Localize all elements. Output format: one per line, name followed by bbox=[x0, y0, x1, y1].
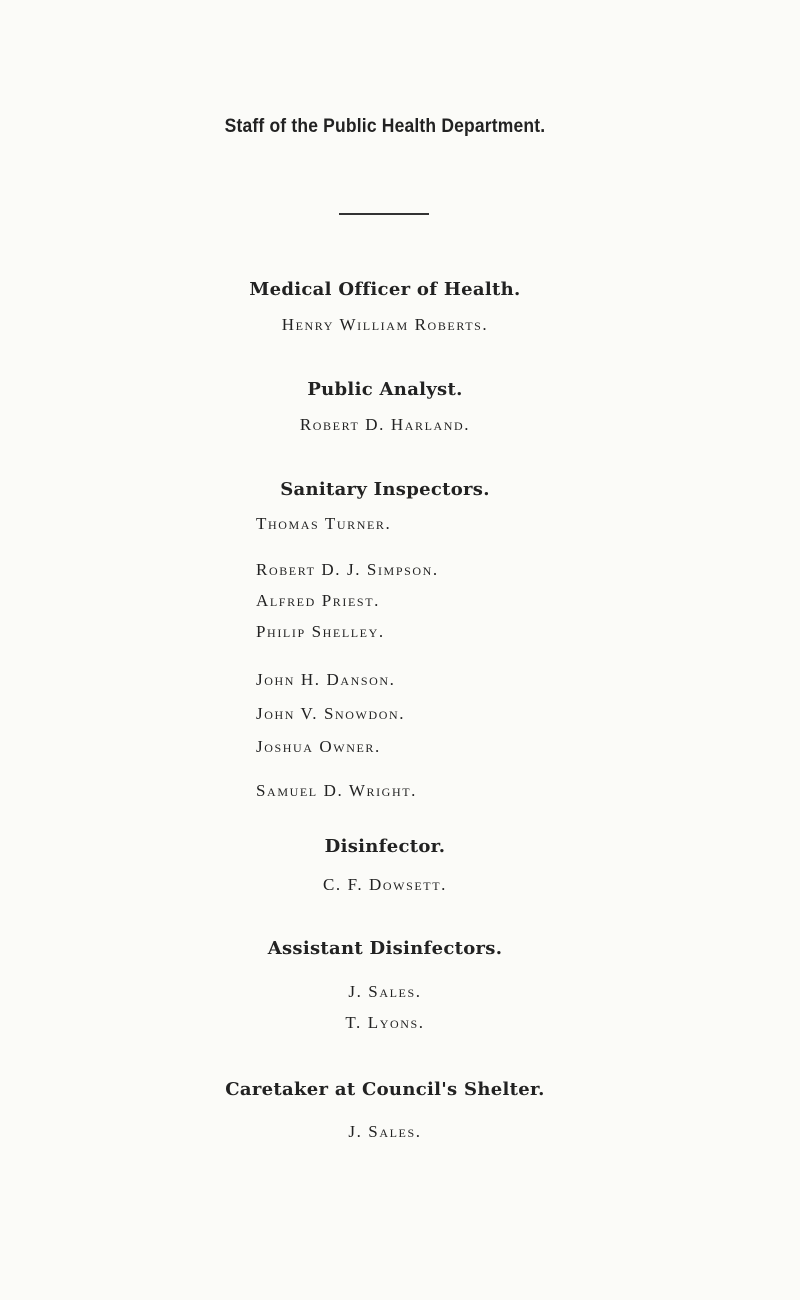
page-title: Staff of the Public Health Department. bbox=[224, 116, 546, 137]
name-sanitary-inspector: Joshua Owner. bbox=[256, 737, 381, 756]
name-public-analyst: Robert D. Harland. bbox=[299, 415, 471, 434]
name-sanitary-inspector: Samuel D. Wright. bbox=[256, 781, 417, 800]
name-sanitary-inspector: Alfred Priest. bbox=[256, 591, 380, 610]
name-assistant-disinfector: T. Lyons. bbox=[345, 1013, 425, 1032]
name-sanitary-inspector: John V. Snowdon. bbox=[256, 704, 406, 723]
heading-sanitary-inspectors: Sanitary Inspectors. bbox=[280, 479, 490, 500]
heading-assistant-disinfectors: Assistant Disinfectors. bbox=[267, 938, 503, 959]
name-sanitary-inspector: John H. Danson. bbox=[256, 670, 396, 689]
heading-disinfector: Disinfector. bbox=[324, 836, 446, 857]
heading-medical-officer: Medical Officer of Health. bbox=[249, 279, 521, 300]
name-disinfector: C. F. Dowsett. bbox=[322, 875, 447, 894]
divider-rule bbox=[339, 213, 429, 215]
heading-caretaker: Caretaker at Council's Shelter. bbox=[225, 1079, 545, 1100]
name-assistant-disinfector: J. Sales. bbox=[348, 982, 422, 1001]
name-sanitary-inspector: Philip Shelley. bbox=[256, 622, 385, 641]
name-medical-officer: Henry William Roberts. bbox=[281, 315, 489, 334]
heading-public-analyst: Public Analyst. bbox=[307, 379, 463, 400]
name-sanitary-inspector: Thomas Turner. bbox=[256, 514, 392, 533]
name-sanitary-inspector: Robert D. J. Simpson. bbox=[256, 560, 439, 579]
name-caretaker: J. Sales. bbox=[348, 1122, 422, 1141]
